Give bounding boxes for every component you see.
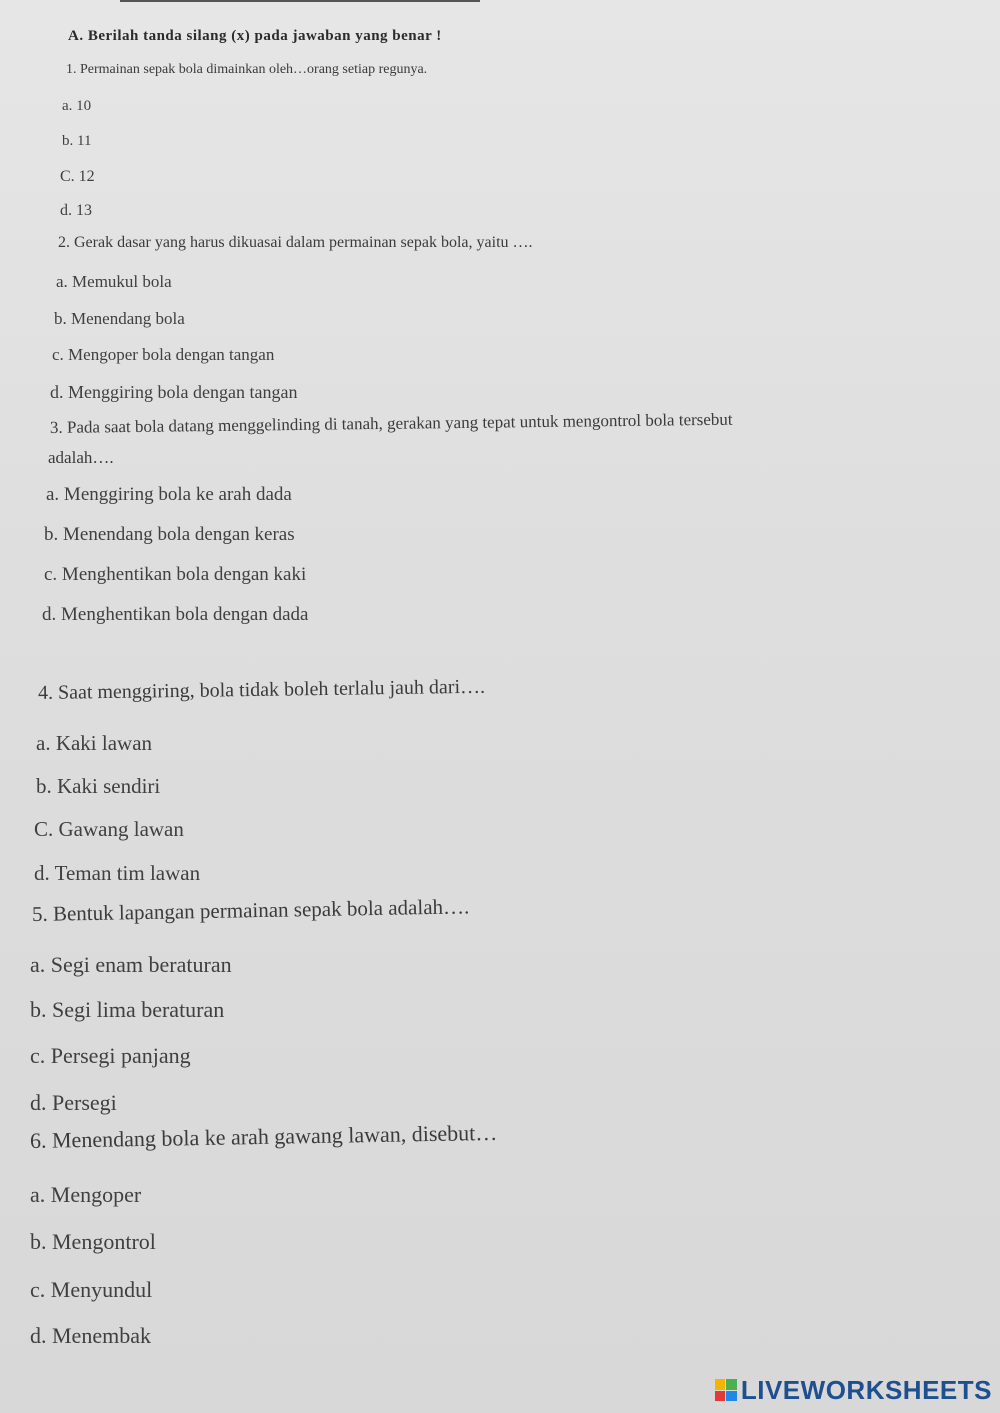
liveworksheets-logo	[715, 1373, 992, 1407]
q1-option-d[interactable]: d. 13	[60, 202, 92, 219]
question-1: 1. Permainan sepak bola dimainkan oleh…orang setiap regunya.	[66, 62, 428, 77]
q5-option-c[interactable]: c. Persegi panjang	[30, 1043, 191, 1068]
logo-text: LIVEWORKSHEETS	[740, 1374, 992, 1405]
question-4: 4. Saat menggiring, bola tidak boleh terlalu jauh dari….	[37, 675, 486, 704]
q2-option-a[interactable]: a. Memukul bola	[56, 272, 172, 291]
q2-option-d[interactable]: d. Menggiring bola dengan tangan	[50, 382, 298, 402]
question-6: 6. Menendang bola ke arah gawang lawan, disebut…	[29, 1119, 498, 1153]
q4-option-c[interactable]: C. Gawang lawan	[34, 817, 184, 841]
question-5: 5. Bentuk lapangan permainan sepak bola adalah….	[31, 894, 470, 926]
q3-option-a[interactable]: a. Menggiring bola ke arah dada	[46, 484, 292, 505]
q4-option-d[interactable]: d. Teman tim lawan	[34, 861, 201, 885]
q6-option-a[interactable]: a. Mengoper	[30, 1182, 142, 1207]
q6-option-b[interactable]: b. Mengontrol	[30, 1229, 156, 1254]
q3-option-c[interactable]: c. Menghentikan bola dengan kaki	[44, 564, 307, 585]
instruction-heading: A. Berilah tanda silang (x) pada jawaban yang benar !	[68, 28, 442, 44]
q5-option-d[interactable]: d. Persegi	[30, 1090, 117, 1115]
q4-option-a[interactable]: a. Kaki lawan	[36, 731, 153, 755]
q4-option-b[interactable]: b. Kaki sendiri	[36, 774, 161, 798]
divider	[120, 0, 480, 2]
q1-option-a[interactable]: a. 10	[62, 98, 92, 114]
q6-option-d[interactable]: d. Menembak	[30, 1323, 151, 1348]
logo-icon	[715, 1379, 737, 1401]
q5-option-b[interactable]: b. Segi lima beraturan	[30, 997, 225, 1022]
question-3-continued: adalah….	[48, 448, 114, 467]
question-2: 2. Gerak dasar yang harus dikuasai dalam permainan sepak bola, yaitu ….	[58, 234, 533, 251]
question-3: 3. Pada saat bola datang menggelinding di tanah, gerakan yang tepat untuk mengontrol bola tersebut	[49, 409, 733, 437]
q6-option-c[interactable]: c. Menyundul	[30, 1277, 153, 1302]
q2-option-b[interactable]: b. Menendang bola	[54, 309, 185, 328]
q1-option-c[interactable]: C. 12	[60, 168, 95, 185]
q3-option-b[interactable]: b. Menendang bola dengan keras	[44, 524, 295, 545]
q3-option-d[interactable]: d. Menghentikan bola dengan dada	[42, 604, 309, 625]
q2-option-c[interactable]: c. Mengoper bola dengan tangan	[52, 345, 275, 364]
q1-option-b[interactable]: b. 11	[62, 133, 92, 149]
q5-option-a[interactable]: a. Segi enam beraturan	[30, 952, 232, 977]
